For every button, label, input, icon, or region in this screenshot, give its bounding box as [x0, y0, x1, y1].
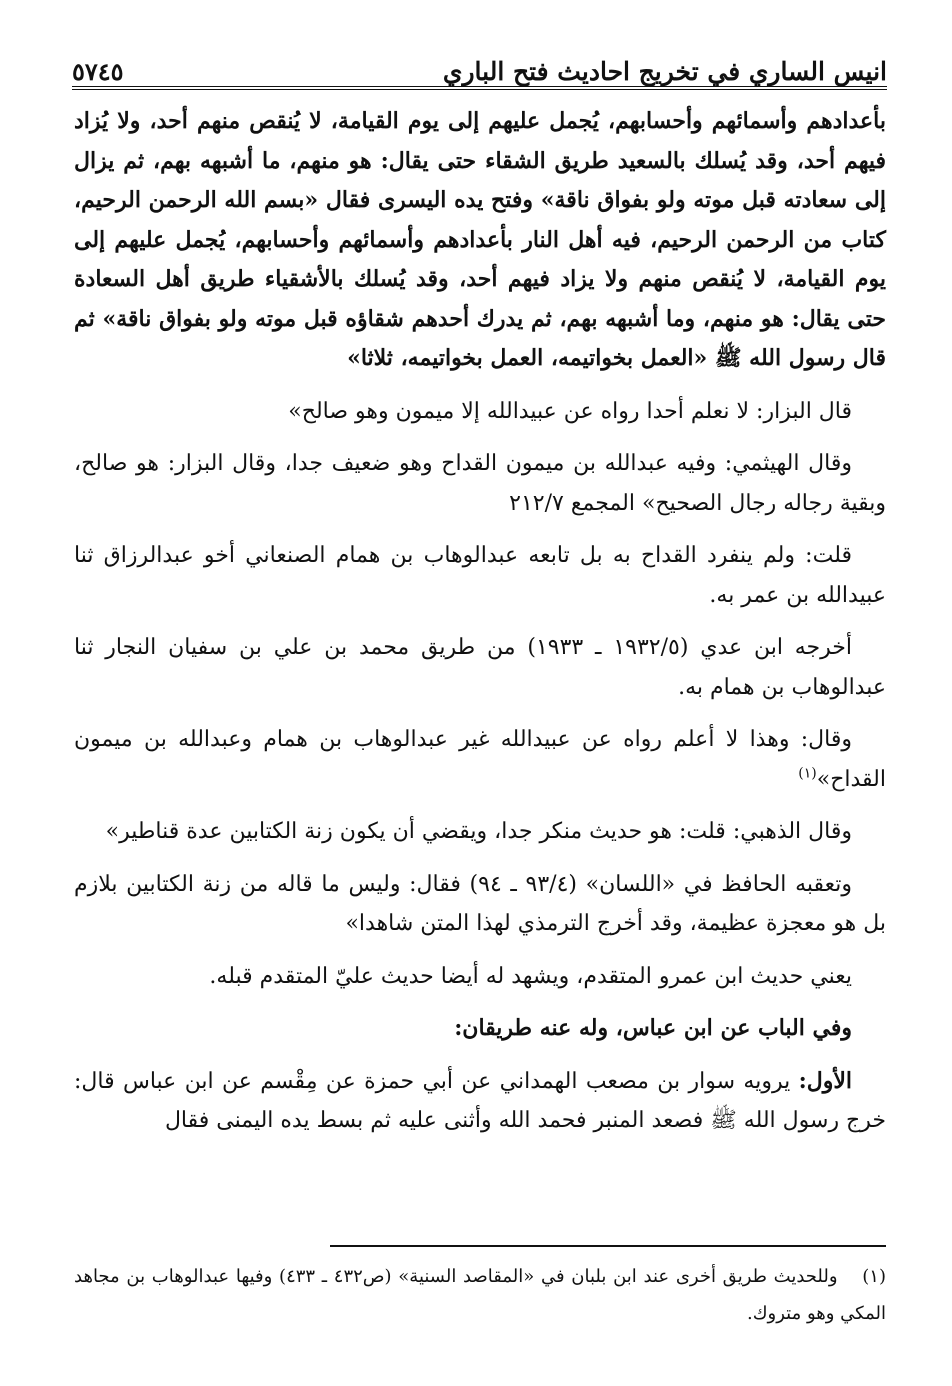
paragraph-first-route: الأول: يرويه سوار بن مصعب الهمداني عن أبي حمزة عن مِقْسم عن ابن عباس قال: خرج رسول الله ﷺ فصعد المنبر فحمد الله وأثنى عليه ثم بسط يده اليمنى فقال	[74, 1067, 886, 1133]
book-title: انيس الساري في تخريج احاديث فتح الباري	[442, 57, 887, 86]
paragraph-hafiz: وتعقبه الحافظ في «اللسان» (٩٣/٤ ـ ٩٤) فقال: وليس ما قاله من زنة الكتابين بلازم بل هو معجزة عظيمة، وقد أخرج الترمذي لهذا المتن شاهدا»	[74, 871, 886, 936]
paragraph-dhahabi: وقال الذهبي: قلت: هو حديث منكر جدا، ويقضي أن يكون زنة الكتابين عدة قناطير»	[105, 819, 852, 844]
paragraph-qultu: قلت: ولم ينفرد القداح به بل تابعه عبدالوهاب بن همام الصنعاني أخو عبدالرزاق ثنا عبيدالله بن عمر به.	[74, 543, 886, 608]
page-number: ٥٧٤٥	[72, 57, 124, 86]
footnote-item	[74, 1258, 886, 1332]
footnote-number: (١)	[862, 1266, 886, 1287]
main-text	[74, 102, 886, 1154]
footnotes	[74, 1258, 886, 1332]
footnote-text: وللحديث طريق أخرى عند ابن بلبان في «المقاصد السنية» (ص٤٣٢ ـ ٤٣٣) وفيها عبدالوهاب بن مجاهد المكي وهو متروك.	[74, 1266, 886, 1324]
paragraph-hadith: بأعدادهم وأسمائهم وأحسابهم، يُجمل عليهم إلى يوم القيامة، لا يُنقص منهم أحد، ولا يُزاد فيهم أحد، وقد يُسلك بالسعيد طريق الشقاء حتى يقال: هو منهم، ما أشبهه بهم، ثم يزال إلى سعادته قبل موته ولو بفواق ناقة» وفتح يده اليسرى فقال «بسم الله الرحمن الرحيم، كتاب من الرحمن الرحيم، فيه أهل النار بأعدادهم وأسمائهم وأحسابهم، يُجمل عليهم إلى يوم القيامة، لا يُنقص منهم ولا يزاد فيهم أحد، وقد يُسلك بالأشقياء طريق أهل السعادة حتى يقال: هو منهم، وما أشبهه بهم، ثم يدرك أحدهم شقاؤه قبل موته ولو بفواق ناقة» ثم قال رسول الله ﷺ «العمل بخواتيمه، العمل بخواتيمه، ثلاثا»	[74, 108, 886, 371]
running-header	[72, 38, 887, 88]
section-heading-ibn-abbas: وفي الباب عن ابن عباس، وله عنه طريقان:	[454, 1015, 852, 1041]
footnote-rule	[330, 1245, 886, 1247]
paragraph-ibn-adi: أخرجه ابن عدي (١٩٣٢/٥ ـ ١٩٣٣) من طريق محمد بن علي بن سفيان النجار ثنا عبدالوهاب بن همام به.	[74, 635, 886, 700]
paragraph-haythami: وقال الهيثمي: وفيه عبدالله بن ميمون القداح وهو ضعيف جدا، وقال البزار: هو صالح، وبقية رجاله رجال الصحيح» المجمع ٢١٢/٧	[74, 451, 886, 516]
header-rule	[72, 86, 887, 90]
paragraph-bazzar: قال البزار: لا نعلم أحدا رواه عن عبيدالله إلا ميمون وهو صالح»	[288, 398, 852, 424]
paragraph-qala: وقال: وهذا لا أعلم رواه عن عبيدالله غير عبدالوهاب بن همام وعبدالله بن ميمون القداح»$^{(١)}$	[74, 727, 886, 792]
paragraph-yani: يعني حديث ابن عمرو المتقدم، ويشهد له أيضا حديث عليّ المتقدم قبله.	[209, 963, 852, 989]
footnote-reference[interactable]: (١)	[798, 765, 817, 782]
lead-word: الأول:	[798, 1067, 852, 1094]
